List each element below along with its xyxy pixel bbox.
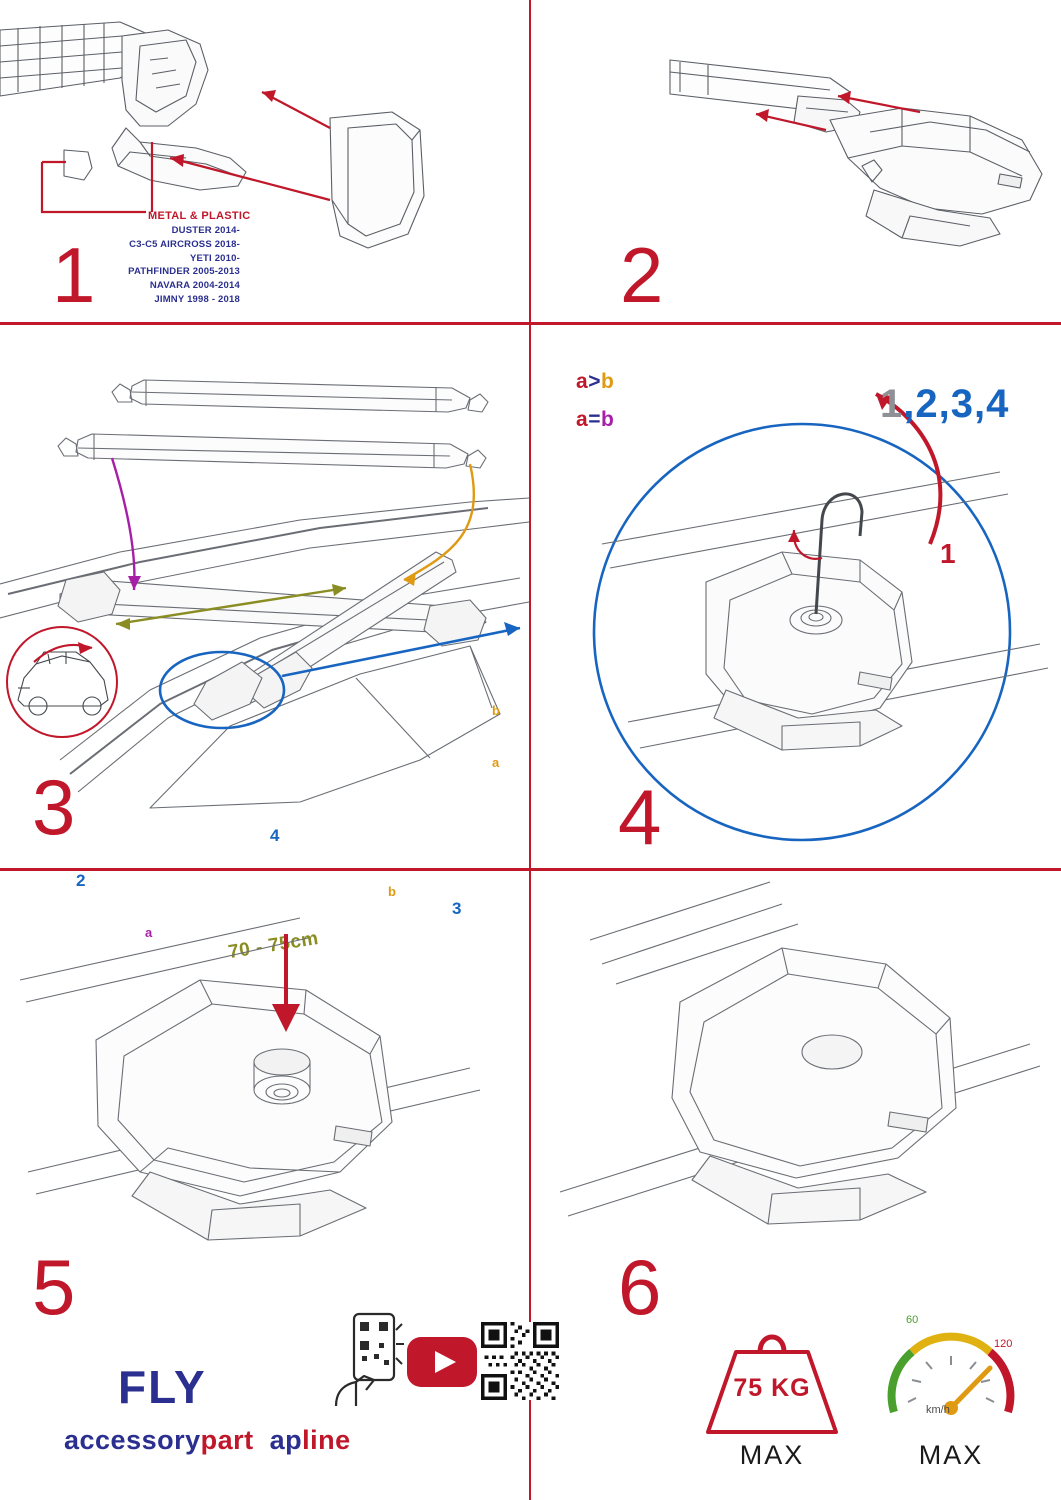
step-number-2: 2 [620, 231, 664, 319]
gauge-unit: km/h [926, 1404, 950, 1416]
speed-max-label: MAX [918, 1440, 984, 1470]
vehicle-item: DUSTER 2014- [171, 225, 240, 236]
vehicle-item: JIMNY 1998 - 2018 [154, 293, 240, 305]
step-number-6: 6 [618, 1243, 662, 1331]
distance-label: 70 - 75cm [226, 928, 321, 964]
compare-op: > [588, 370, 601, 393]
compare-op: = [588, 408, 601, 431]
compare-b: b [600, 370, 615, 393]
tagline-line: line [302, 1425, 351, 1455]
vehicle-item: YETI 2010- [189, 252, 240, 264]
vehicle-item: C3-C5 AIRCROSS 2018- [129, 238, 240, 250]
youtube-icon[interactable] [406, 1336, 478, 1388]
qr-code-icon[interactable] [481, 1322, 559, 1400]
sequence-rest: ,2,3,4 [903, 382, 1010, 426]
bar-label-b-top: b [492, 703, 500, 718]
brand-tagline [64, 1425, 351, 1456]
sequence-first: 1 [880, 382, 904, 426]
vehicle-item: PATHFINDER 2005-2013 [128, 266, 240, 278]
step5-illustration [0, 872, 529, 1262]
step6-illustration [530, 872, 1061, 1262]
sequence-label [880, 382, 1009, 427]
step3-illustration [0, 322, 529, 868]
mount-number-2: 2 [76, 871, 86, 890]
step-number-4: 4 [618, 773, 662, 861]
step4-callout-number: 1 [940, 538, 956, 569]
phone-scan-icon[interactable] [330, 1310, 410, 1410]
tagline-accessory: accessory [64, 1425, 201, 1455]
tagline-part: part [200, 1425, 254, 1455]
tagline-ap: ap [269, 1425, 303, 1455]
weight-max-label: MAX [739, 1440, 805, 1470]
gauge-tick-min: 60 [906, 1314, 919, 1326]
step-number-3: 3 [32, 763, 76, 851]
step-number-1: 1 [52, 231, 96, 319]
vehicle-item: NAVARA 2004-2014 [149, 280, 240, 292]
gauge-tick-max: 120 [994, 1338, 1013, 1350]
brand-fly: FLY [118, 1361, 207, 1413]
weight-value: 75 KG [733, 1374, 811, 1402]
mount-number-3: 3 [452, 899, 462, 918]
step-number-5: 5 [32, 1243, 76, 1331]
metal-plastic-title: METAL & PLASTIC [148, 210, 251, 222]
bar-label-a-top: a [492, 755, 500, 770]
mount-number-4: 4 [270, 826, 280, 845]
speed-gauge-icon [878, 1318, 1024, 1438]
bar-label-a-bottom: a [145, 925, 153, 940]
compare-a: a [576, 408, 589, 431]
step2-illustration [530, 0, 1061, 322]
bar-label-b-bottom: b [388, 884, 396, 899]
compare-a: a [576, 370, 589, 393]
compare-b: b [600, 408, 615, 431]
